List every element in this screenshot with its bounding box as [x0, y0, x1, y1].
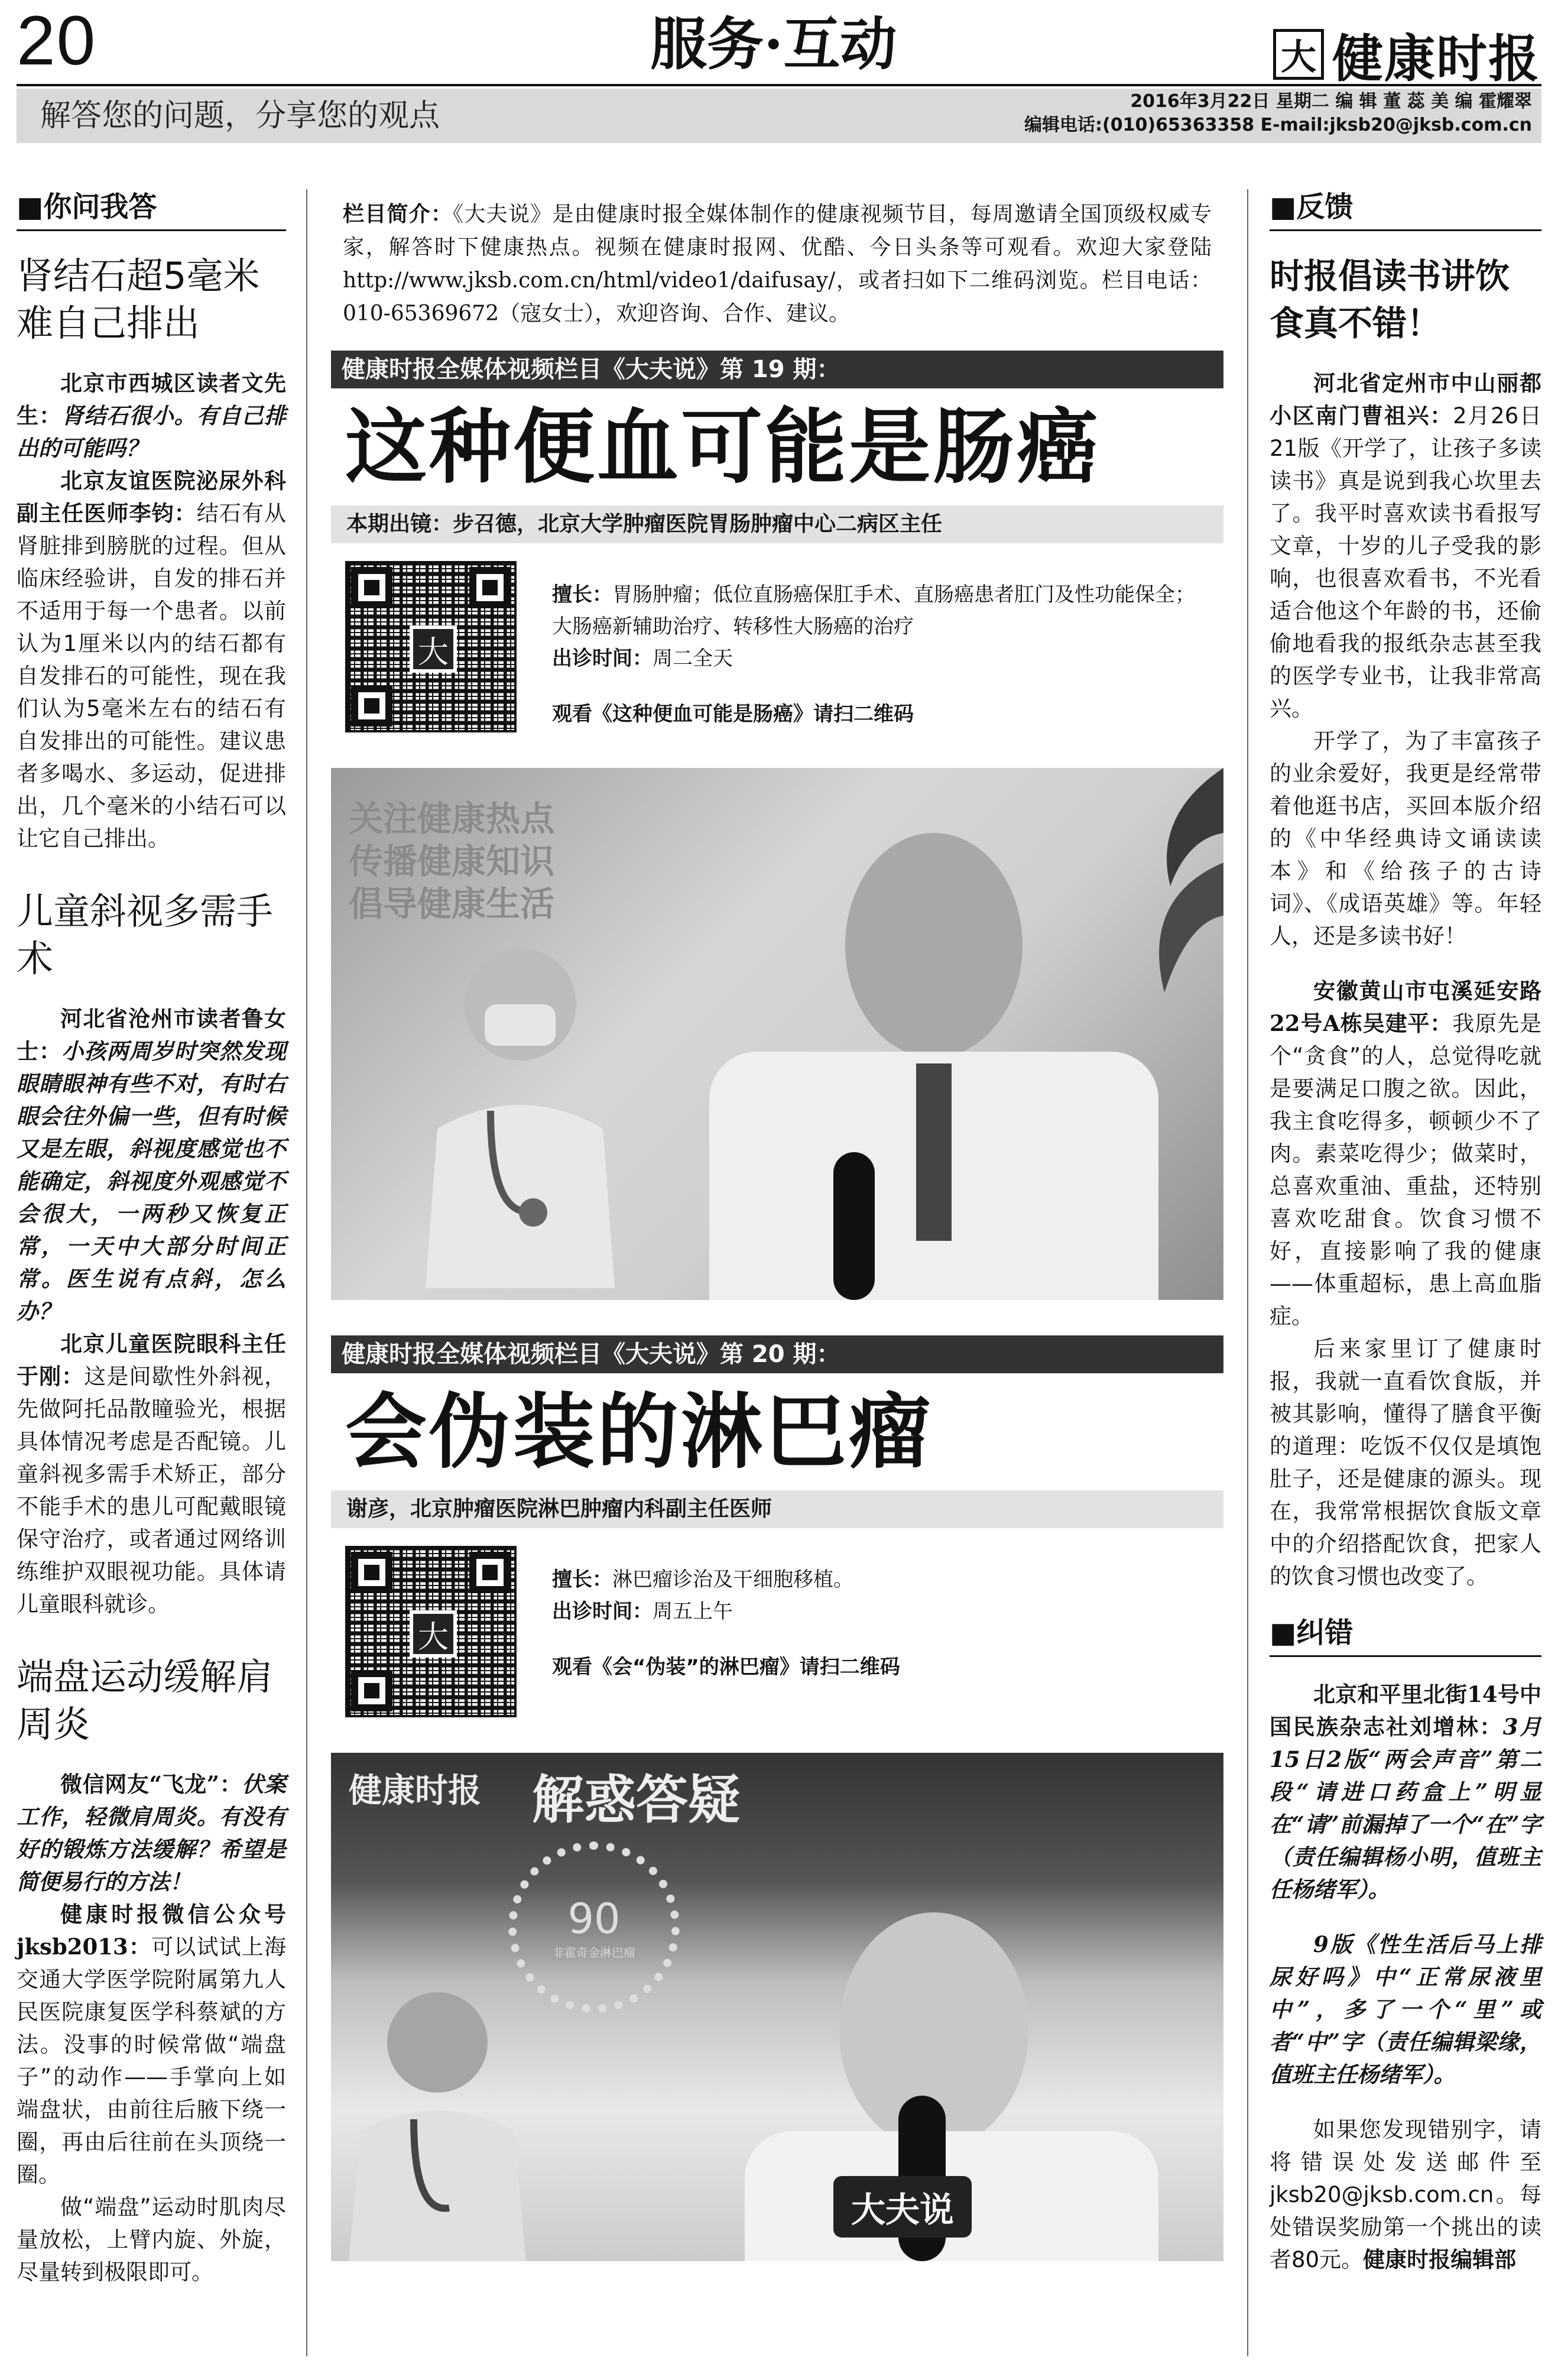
photo-label: 解惑答疑 [532, 1769, 741, 1830]
correction-lead: 北京和平里北街14号中国民族杂志社刘增林： [1270, 1681, 1541, 1740]
column-divider [1247, 189, 1248, 2356]
doctor-tie [916, 1063, 952, 1241]
episode-20 [331, 1335, 1223, 2261]
correction-text-2: 9版《性生活后马上排尿好吗》中“正常尿液里中”，多了一个“里”或者“中”字（责任编辑梁缘，值班主任杨绪军）。 [1270, 1931, 1541, 2087]
qa-column [17, 189, 286, 2288]
masthead-band [17, 89, 1541, 143]
correction-text: 3月15日2版“两会声音”第二段“请进口药盒上”明显在“请”前漏掉了一个“在”字（责任编辑杨小明，值班主任杨绪军）。 [1270, 1714, 1542, 1902]
answer-lead: 北京友谊医院泌尿外科副主任医师李钧： [17, 468, 286, 526]
episode-details [552, 561, 1209, 732]
feedback-headline: 时报倡读书讲饮食真不错！ [1270, 256, 1510, 343]
qa-article [17, 888, 286, 1620]
column-divider [306, 189, 307, 2356]
episode-bar: 健康时报全媒体视频栏目《大夫说》第 20 期： [331, 1335, 1223, 1373]
doctor-photo-1 [331, 768, 1223, 1300]
qa-article [17, 1653, 286, 2288]
episode-title: 这种便血可能是肠癌 [345, 398, 1101, 495]
doctor-illustration-icon [402, 933, 638, 1288]
qr-code-icon[interactable]: 大 [345, 561, 517, 732]
letter-lead: 安徽黄山市屯溪延安路22号A栋吴建平： [1270, 978, 1541, 1036]
letter-text-continued: 后来家里订了健康时报，我就一直看饮食版，并被其影响，懂得了膳食平衡的道理：吃饭不仅仅是填饱肚子，还是健康的源头。现在，我常常根据饮食版文章中的介绍搭配饮食，把家人的饮食习惯也改变了。 [1270, 1336, 1541, 1589]
watch-prompt: 观看《这种便血可能是肠癌》请扫二维码 [552, 702, 914, 726]
answer-text: 结石有从肾脏排到膀胱的过程。但从临床经验讲，自发的排石并不适用于每一个患者。以前认为1厘米以内的结石都有自发排石的可能性，现在我们认为5毫米左右的结石有自发排出的可能性。建议患者多喝水、多运动，促进排出，几个毫米的小结石可以让它自己排出。 [17, 501, 287, 851]
qa-article [17, 252, 286, 855]
answer-text: 可以试试上海交通大学医学院附属第九人民医院康复医学科蔡斌的方法。没事的时候常做“端盘子”的动作——手掌向上如端盘状，由前往后腋下绕一圈，再由后往前在头顶绕一圈。 [17, 1934, 286, 2187]
feedback-column [1270, 189, 1541, 2276]
date-line: 2016年3月22日 星期二 编 辑 董 蕊 美 编 霍耀翠 [1130, 91, 1532, 112]
question-lead: 河北省沧州市读者鲁女士： [17, 1006, 286, 1064]
edition-info [1024, 90, 1532, 137]
letter-text: 我原先是个“贪食”的人，总觉得吃就是要满足口腹之欲。因此，我主食吃得多，顿顿少不了肉。素菜吃得少；做菜时，总喜欢重油、重盐，还特别喜欢吃甜食。饮食习惯不好，直接影响了我的健康——体重超标，患上高血脂症。 [1270, 1011, 1541, 1329]
article-headline: 端盘运动缓解肩周炎 [17, 1655, 274, 1746]
article-headline: 肾结石超5毫米难自己排出 [17, 254, 260, 345]
episode-details [552, 1546, 900, 1717]
specialty: 擅长：胃肠肿瘤；低位直肠癌保肛手术、直肠癌患者肛门及性功能保全；大肠癌新辅助治疗、转移性大肠癌的治疗 [552, 583, 1195, 638]
article-body [17, 367, 286, 855]
column-intro [331, 189, 1223, 339]
episode-info [331, 1528, 1223, 1729]
plant-icon [1117, 768, 1223, 1016]
question-lead: 微信网友“飞龙”： [60, 1771, 242, 1797]
microphone-icon [833, 1152, 875, 1300]
tagline: 解答您的问题，分享您的观点 [40, 98, 440, 134]
letter-text-continued: 开学了，为了丰富孩子的业余爱好，我更是经常带着他逛书店，买回本版介绍的《中华经典诗文诵读读本》和《给孩子的古诗词》、《成语英雄》等。年轻人，还是多读书好！ [1270, 728, 1541, 949]
episode-info [331, 543, 1223, 744]
article-headline: 儿童斜视多需手术 [17, 890, 274, 980]
episode-guest: 本期出镜：步召德，北京大学肿瘤医院胃肠肿瘤中心二病区主任 [331, 505, 1223, 543]
answer-text-continued: 做“端盘”运动时肌肉尽量放松，上臂内旋、外旋，尽量转到极限即可。 [17, 2194, 286, 2285]
doctor-photo-2 [331, 1753, 1223, 2261]
photo-slogan: 关注健康热点 传播健康知识 倡导健康生活 [349, 799, 555, 924]
qa-section-header: ■你问我答 [17, 189, 286, 231]
correction-note: 如果您发现错别字，请将错误处发送邮件至jksb20@jksb.com.cn。每处错误奖励第一个挑出的读者80元。 [1270, 2117, 1541, 2272]
qr-code-icon[interactable]: 大 [345, 1546, 517, 1717]
question-text: 小孩两周岁时突然发现眼睛眼神有些不对，有时右眼会往外偏一些，但有时候又是左眼，斜视度感觉也不能确定，斜视度外观感觉不会很大，一两秒又恢复正常，一天中大部分时间正常。医生说有点斜，怎么办？ [17, 1038, 287, 1324]
clinic-time: 出诊时间：周二全天 [552, 647, 733, 670]
logo-text: 健康时报 [1332, 29, 1540, 89]
video-column [331, 189, 1223, 2261]
article-body [17, 1003, 286, 1620]
watch-prompt: 观看《会“伪装”的淋巴瘤》请扫二维码 [552, 1655, 900, 1679]
masthead-rule [17, 84, 1541, 86]
correction-signature: 健康时报编辑部 [1363, 2246, 1517, 2272]
question-text: 伏案工作，轻微肩周炎。有没有好的锻炼方法缓解？希望是简便易行的方法！ [17, 1771, 286, 1895]
newspaper-logo [1273, 18, 1540, 91]
episode-19 [331, 351, 1223, 1300]
contact-line: 编辑电话:(010)65363358 E-mail:jksb20@jksb.com.cn [1024, 115, 1532, 135]
clinic-time: 出诊时间：周五上午 [552, 1600, 733, 1623]
ring-caption: 非霍奇金淋巴瘤 [553, 1945, 635, 1960]
photo-logo: 健康时报 [349, 1772, 481, 1810]
logo-mark-icon: 大 [1273, 29, 1324, 80]
answer-text: 这是间歇性外斜视，先做阿托品散瞳验光，根据具体情况考虑是否配镜。儿童斜视多需手术矫正，部分不能手术的患儿可配戴眼镜保守治疗，或者通过网络训练维护双眼视功能。具体请儿童眼科就诊。 [17, 1364, 287, 1617]
episode-bar: 健康时报全媒体视频栏目《大夫说》第 19 期： [331, 351, 1223, 388]
intro-lead: 栏目简介： [343, 202, 453, 226]
letter-text: 2月26日21版《开学了，让孩子多读读书》真是说到我心坎里去了。我平时喜欢读书看报写文章，十岁的儿子受我的影响，也很喜欢看书，不光看适合他这个年龄的书，还偷偷地看我的报纸杂志甚至我的医学专业书，让我非常高兴。 [1270, 403, 1541, 721]
intro-text: 《大夫说》是由健康时报全媒体制作的健康视频节目，每周邀请全国顶级权威专家，解答时下健康热点。视频在健康时报网、优酷、今日头条等可观看。欢迎大家登陆http://www.jksb.com.cn/html/video1/daifusay/，或者扫如下二维码浏览。栏目电话：010-65369672（寇女士），欢迎咨询、合作、建议。 [343, 202, 1212, 326]
correction-body [1270, 1678, 1541, 2276]
section-title: 服务·互动 [650, 11, 897, 77]
question-lead: 北京市西城区读者文先生： [17, 370, 286, 429]
correction-section-header: ■纠错 [1270, 1615, 1541, 1657]
doctor-head [845, 833, 1023, 1058]
show-badge: 大夫说 [833, 2176, 972, 2238]
feedback-letters [1270, 367, 1541, 1593]
answer-lead: 健康时报微信公众号jksb2013： [17, 1901, 286, 1960]
answer-lead: 北京儿童医院眼科主任于刚： [17, 1331, 286, 1389]
episode-title: 会伪装的淋巴瘤 [345, 1383, 933, 1480]
question-text: 肾结石很小。有自己排出的可能吗？ [17, 403, 287, 461]
doctor-illustration-icon [331, 1977, 544, 2261]
page-number: 20 [17, 2, 97, 80]
ring-number: 90 [567, 1894, 621, 1943]
article-body [17, 1768, 286, 2288]
letter-lead: 河北省定州市中山丽都小区南门曹祖兴： [1270, 370, 1541, 429]
episode-guest: 谢彦，北京肿瘤医院淋巴肿瘤内科副主任医师 [331, 1490, 1223, 1528]
feedback-section-header: ■反馈 [1270, 189, 1541, 231]
specialty: 擅长：淋巴瘤诊治及干细胞移植。 [552, 1568, 853, 1591]
